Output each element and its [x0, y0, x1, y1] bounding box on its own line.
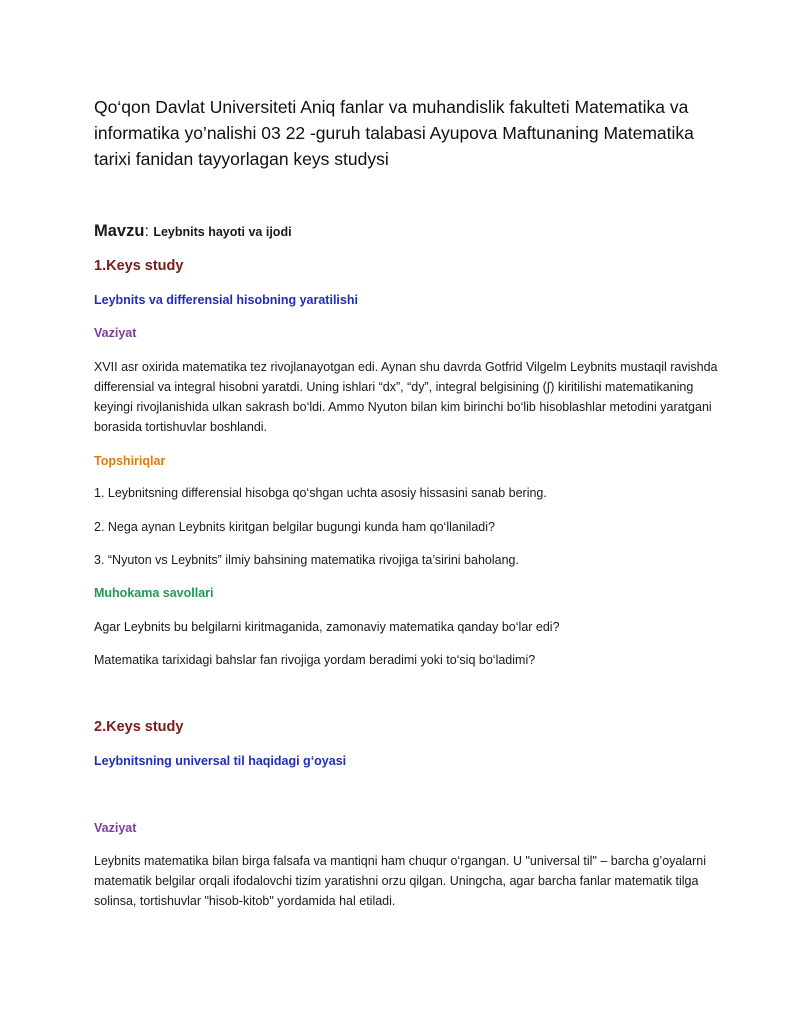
- case2-heading: 2.Keys study: [94, 719, 184, 735]
- topic-separator: :: [144, 223, 154, 240]
- case2-situation-text: Leybnits matematika bilan birga falsafa va mantiqni ham chuqur o‘rgangan. U "universal til" – barcha g’oyalarni matematik belgilar orqali ifodalovchi tizim yaratishni orzu qilgan. Uningcha, agar barcha fanlar matematik tilga solinsa, tortishuvlar "hisob-kitob" yordamida hal etiladi.: [94, 854, 706, 908]
- case1-discussion-1: Agar Leybnits bu belgilarni kiritmaganida, zamonaviy matematika qanday bo‘lar edi?: [94, 620, 560, 634]
- topic-value: Leybnits hayoti va ijodi: [153, 225, 292, 239]
- case1-situation-label: Vaziyat: [94, 326, 137, 340]
- case2-situation-label: Vaziyat: [94, 821, 137, 835]
- topic-label: Mavzu: [94, 222, 145, 240]
- case1-task-2: 2. Nega aynan Leybnits kiritgan belgilar bugungi kunda ham qo‘llaniladi?: [94, 520, 495, 534]
- case2-subtitle: Leybnitsning universal til haqidagi g‘oyasi: [94, 754, 347, 768]
- topic-line: [94, 221, 724, 242]
- case1-task-3: 3. “Nyuton vs Leybnits” ilmiy bahsining matematika rivojiga ta’sirini baholang.: [94, 553, 519, 567]
- case1-tasks-label: Topshiriqlar: [94, 454, 166, 468]
- document-title: Qo‘qon Davlat Universiteti Aniq fanlar va muhandislik fakulteti Matematika va informatika yo’nalishi 03 22 -guruh talabasi Ayupova Maftunaning Matematika tarixi fanidan tayyorlagan keys studysi: [94, 97, 694, 169]
- case1-discussion-label: Muhokama savollari: [94, 586, 214, 600]
- case1-heading: 1.Keys study: [94, 258, 184, 274]
- case1-situation-text: XVII asr oxirida matematika tez rivojlanayotgan edi. Aynan shu davrda Gotfrid Vilgelm Leybnits mustaqil ravishda differensial va integral hisobni yaratdi. Uning ishlari “dx”, “dy”, integral belgisining (∫) kiritilishi matematikaning keyingi rivojlanishida ulkan sakrash bo‘ldi. Ammo Nyuton bilan kim birinchi bo‘lib hisoblashlar metodini yaratgani borasida tortishuvlar boshlandi.: [94, 360, 718, 434]
- case1-subtitle: Leybnits va differensial hisobning yaratilishi: [94, 293, 358, 307]
- case1-discussion-2: Matematika tarixidagi bahslar fan rivojiga yordam beradimi yoki to‘siq bo‘ladimi?: [94, 653, 536, 667]
- case1-task-1: 1. Leybnitsning differensial hisobga qo‘shgan uchta asosiy hissasini sanab bering.: [94, 486, 547, 500]
